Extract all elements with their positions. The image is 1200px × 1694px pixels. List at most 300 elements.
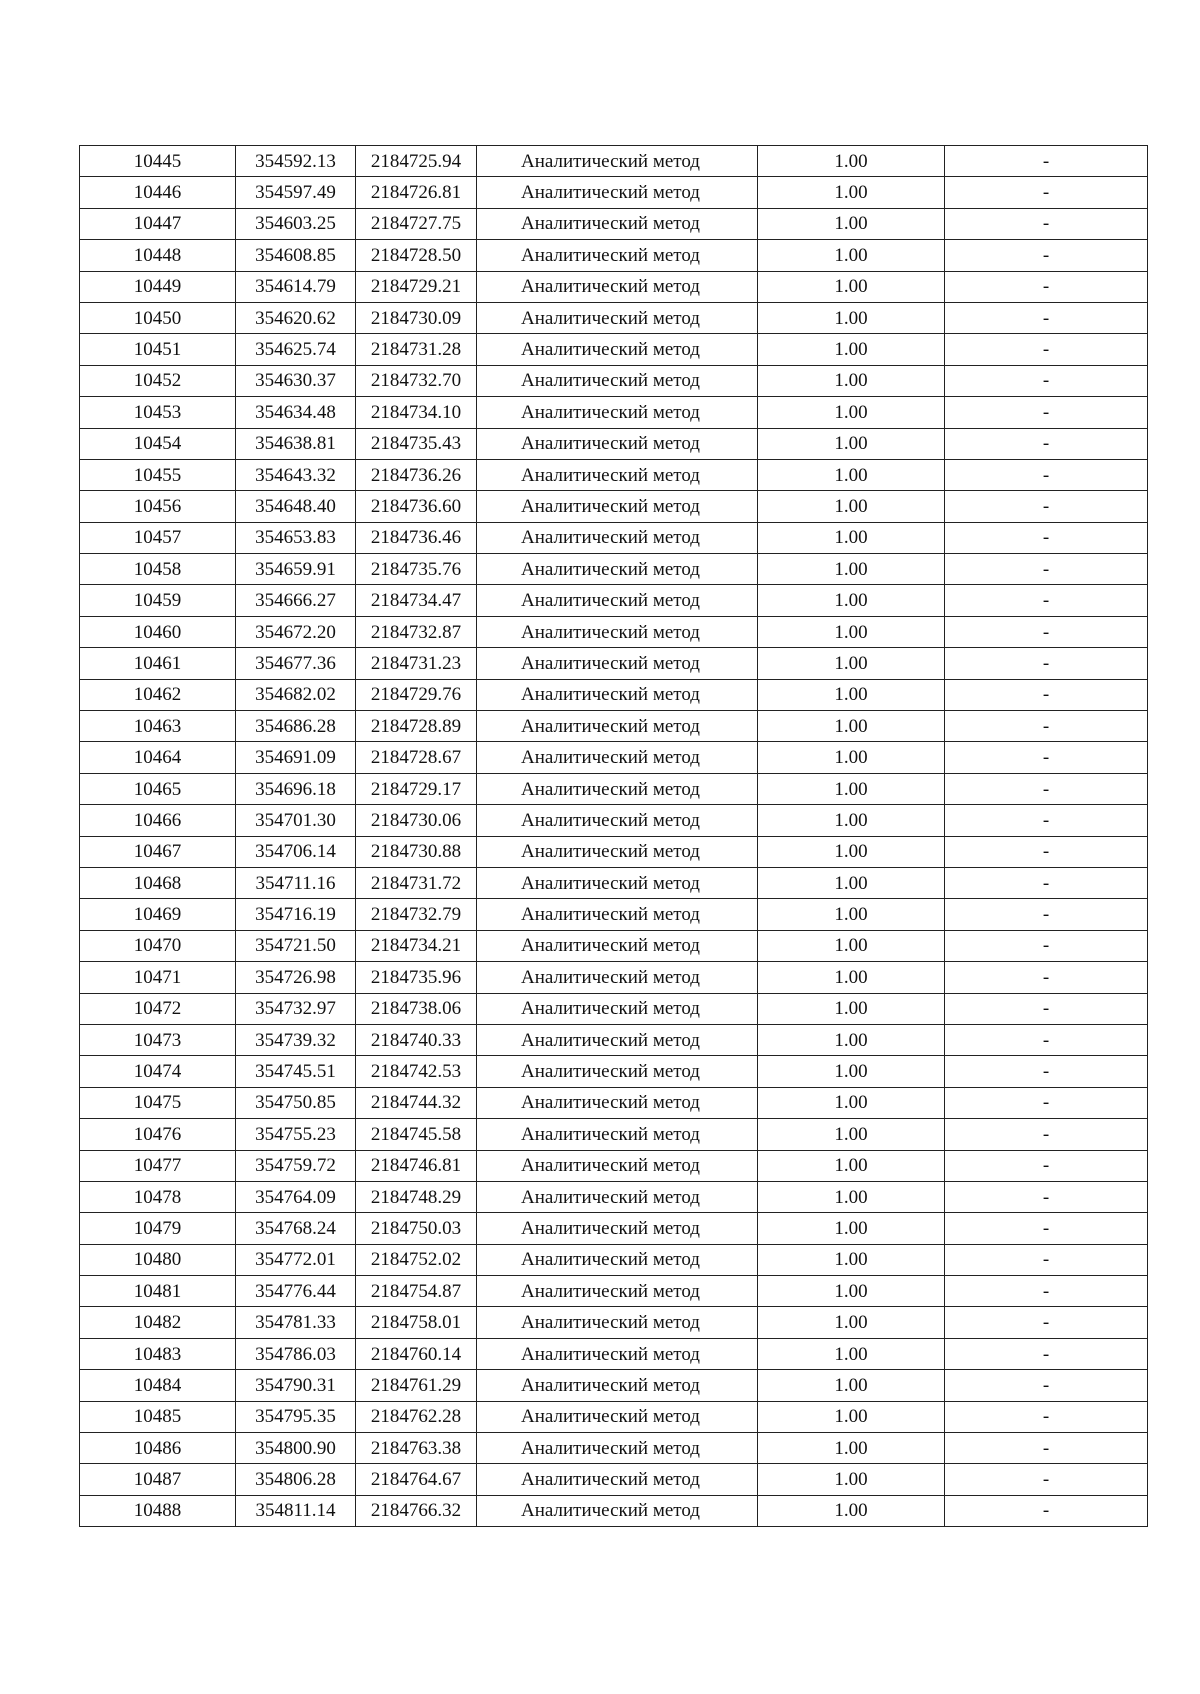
method-cell: Аналитический метод bbox=[477, 585, 758, 616]
x-coordinate-cell: 354726.98 bbox=[236, 962, 356, 993]
point-number-cell: 10466 bbox=[80, 805, 236, 836]
point-number-cell: 10453 bbox=[80, 397, 236, 428]
accuracy-cell: 1.00 bbox=[758, 365, 945, 396]
x-coordinate-cell: 354592.13 bbox=[236, 146, 356, 177]
y-coordinate-cell: 2184730.06 bbox=[356, 805, 477, 836]
table-row bbox=[80, 962, 1148, 993]
method-cell: Аналитический метод bbox=[477, 679, 758, 710]
x-coordinate-cell: 354786.03 bbox=[236, 1338, 356, 1369]
accuracy-cell: 1.00 bbox=[758, 1181, 945, 1212]
accuracy-cell: 1.00 bbox=[758, 302, 945, 333]
accuracy-cell: 1.00 bbox=[758, 1433, 945, 1464]
y-coordinate-cell: 2184746.81 bbox=[356, 1150, 477, 1181]
y-coordinate-cell: 2184742.53 bbox=[356, 1056, 477, 1087]
table-row bbox=[80, 271, 1148, 302]
method-cell: Аналитический метод bbox=[477, 1276, 758, 1307]
accuracy-cell: 1.00 bbox=[758, 711, 945, 742]
x-coordinate-cell: 354696.18 bbox=[236, 773, 356, 804]
table-row bbox=[80, 365, 1148, 396]
accuracy-cell: 1.00 bbox=[758, 177, 945, 208]
note-cell: - bbox=[945, 1056, 1148, 1087]
method-cell: Аналитический метод bbox=[477, 208, 758, 239]
accuracy-cell: 1.00 bbox=[758, 1495, 945, 1526]
y-coordinate-cell: 2184725.94 bbox=[356, 146, 477, 177]
table-row bbox=[80, 679, 1148, 710]
y-coordinate-cell: 2184745.58 bbox=[356, 1119, 477, 1150]
x-coordinate-cell: 354682.02 bbox=[236, 679, 356, 710]
table-row bbox=[80, 1338, 1148, 1369]
y-coordinate-cell: 2184730.09 bbox=[356, 302, 477, 333]
point-number-cell: 10488 bbox=[80, 1495, 236, 1526]
note-cell: - bbox=[945, 271, 1148, 302]
table-row bbox=[80, 1495, 1148, 1526]
table-row bbox=[80, 711, 1148, 742]
method-cell: Аналитический метод bbox=[477, 146, 758, 177]
method-cell: Аналитический метод bbox=[477, 773, 758, 804]
method-cell: Аналитический метод bbox=[477, 1213, 758, 1244]
method-cell: Аналитический метод bbox=[477, 1024, 758, 1055]
accuracy-cell: 1.00 bbox=[758, 962, 945, 993]
point-number-cell: 10487 bbox=[80, 1464, 236, 1495]
method-cell: Аналитический метод bbox=[477, 1056, 758, 1087]
note-cell: - bbox=[945, 616, 1148, 647]
x-coordinate-cell: 354755.23 bbox=[236, 1119, 356, 1150]
accuracy-cell: 1.00 bbox=[758, 554, 945, 585]
accuracy-cell: 1.00 bbox=[758, 1276, 945, 1307]
table-row bbox=[80, 1213, 1148, 1244]
y-coordinate-cell: 2184732.79 bbox=[356, 899, 477, 930]
y-coordinate-cell: 2184728.89 bbox=[356, 711, 477, 742]
table-row bbox=[80, 648, 1148, 679]
accuracy-cell: 1.00 bbox=[758, 271, 945, 302]
point-number-cell: 10481 bbox=[80, 1276, 236, 1307]
table-row bbox=[80, 585, 1148, 616]
method-cell: Аналитический метод bbox=[477, 1495, 758, 1526]
x-coordinate-cell: 354750.85 bbox=[236, 1087, 356, 1118]
point-number-cell: 10467 bbox=[80, 836, 236, 867]
table-row bbox=[80, 1087, 1148, 1118]
y-coordinate-cell: 2184736.26 bbox=[356, 459, 477, 490]
note-cell: - bbox=[945, 428, 1148, 459]
point-number-cell: 10471 bbox=[80, 962, 236, 993]
point-number-cell: 10460 bbox=[80, 616, 236, 647]
accuracy-cell: 1.00 bbox=[758, 459, 945, 490]
method-cell: Аналитический метод bbox=[477, 1401, 758, 1432]
table-row bbox=[80, 208, 1148, 239]
y-coordinate-cell: 2184738.06 bbox=[356, 993, 477, 1024]
note-cell: - bbox=[945, 1024, 1148, 1055]
x-coordinate-cell: 354653.83 bbox=[236, 522, 356, 553]
method-cell: Аналитический метод bbox=[477, 1307, 758, 1338]
table-row bbox=[80, 522, 1148, 553]
note-cell: - bbox=[945, 1433, 1148, 1464]
note-cell: - bbox=[945, 397, 1148, 428]
point-number-cell: 10449 bbox=[80, 271, 236, 302]
point-number-cell: 10464 bbox=[80, 742, 236, 773]
table-row bbox=[80, 240, 1148, 271]
coordinates-table-body bbox=[80, 146, 1148, 1527]
x-coordinate-cell: 354759.72 bbox=[236, 1150, 356, 1181]
note-cell: - bbox=[945, 648, 1148, 679]
point-number-cell: 10470 bbox=[80, 930, 236, 961]
method-cell: Аналитический метод bbox=[477, 459, 758, 490]
accuracy-cell: 1.00 bbox=[758, 679, 945, 710]
method-cell: Аналитический метод bbox=[477, 177, 758, 208]
note-cell: - bbox=[945, 1276, 1148, 1307]
accuracy-cell: 1.00 bbox=[758, 428, 945, 459]
point-number-cell: 10447 bbox=[80, 208, 236, 239]
table-row bbox=[80, 302, 1148, 333]
point-number-cell: 10463 bbox=[80, 711, 236, 742]
method-cell: Аналитический метод bbox=[477, 1119, 758, 1150]
y-coordinate-cell: 2184736.46 bbox=[356, 522, 477, 553]
accuracy-cell: 1.00 bbox=[758, 993, 945, 1024]
y-coordinate-cell: 2184729.21 bbox=[356, 271, 477, 302]
method-cell: Аналитический метод bbox=[477, 554, 758, 585]
point-number-cell: 10451 bbox=[80, 334, 236, 365]
x-coordinate-cell: 354701.30 bbox=[236, 805, 356, 836]
x-coordinate-cell: 354648.40 bbox=[236, 491, 356, 522]
note-cell: - bbox=[945, 585, 1148, 616]
point-number-cell: 10465 bbox=[80, 773, 236, 804]
y-coordinate-cell: 2184750.03 bbox=[356, 1213, 477, 1244]
accuracy-cell: 1.00 bbox=[758, 334, 945, 365]
point-number-cell: 10480 bbox=[80, 1244, 236, 1275]
x-coordinate-cell: 354672.20 bbox=[236, 616, 356, 647]
accuracy-cell: 1.00 bbox=[758, 1244, 945, 1275]
method-cell: Аналитический метод bbox=[477, 1181, 758, 1212]
accuracy-cell: 1.00 bbox=[758, 899, 945, 930]
note-cell: - bbox=[945, 459, 1148, 490]
method-cell: Аналитический метод bbox=[477, 711, 758, 742]
accuracy-cell: 1.00 bbox=[758, 1024, 945, 1055]
table-row bbox=[80, 1401, 1148, 1432]
note-cell: - bbox=[945, 742, 1148, 773]
method-cell: Аналитический метод bbox=[477, 899, 758, 930]
x-coordinate-cell: 354686.28 bbox=[236, 711, 356, 742]
y-coordinate-cell: 2184763.38 bbox=[356, 1433, 477, 1464]
x-coordinate-cell: 354800.90 bbox=[236, 1433, 356, 1464]
y-coordinate-cell: 2184754.87 bbox=[356, 1276, 477, 1307]
accuracy-cell: 1.00 bbox=[758, 836, 945, 867]
point-number-cell: 10472 bbox=[80, 993, 236, 1024]
y-coordinate-cell: 2184731.23 bbox=[356, 648, 477, 679]
y-coordinate-cell: 2184732.87 bbox=[356, 616, 477, 647]
method-cell: Аналитический метод bbox=[477, 365, 758, 396]
x-coordinate-cell: 354772.01 bbox=[236, 1244, 356, 1275]
y-coordinate-cell: 2184728.50 bbox=[356, 240, 477, 271]
accuracy-cell: 1.00 bbox=[758, 1150, 945, 1181]
table-row bbox=[80, 742, 1148, 773]
y-coordinate-cell: 2184731.72 bbox=[356, 867, 477, 898]
note-cell: - bbox=[945, 1087, 1148, 1118]
method-cell: Аналитический метод bbox=[477, 302, 758, 333]
table-row bbox=[80, 1024, 1148, 1055]
y-coordinate-cell: 2184736.60 bbox=[356, 491, 477, 522]
note-cell: - bbox=[945, 1401, 1148, 1432]
x-coordinate-cell: 354620.62 bbox=[236, 302, 356, 333]
y-coordinate-cell: 2184734.10 bbox=[356, 397, 477, 428]
point-number-cell: 10473 bbox=[80, 1024, 236, 1055]
y-coordinate-cell: 2184727.75 bbox=[356, 208, 477, 239]
point-number-cell: 10474 bbox=[80, 1056, 236, 1087]
note-cell: - bbox=[945, 993, 1148, 1024]
point-number-cell: 10478 bbox=[80, 1181, 236, 1212]
y-coordinate-cell: 2184735.43 bbox=[356, 428, 477, 459]
x-coordinate-cell: 354732.97 bbox=[236, 993, 356, 1024]
method-cell: Аналитический метод bbox=[477, 1370, 758, 1401]
note-cell: - bbox=[945, 1338, 1148, 1369]
accuracy-cell: 1.00 bbox=[758, 397, 945, 428]
x-coordinate-cell: 354711.16 bbox=[236, 867, 356, 898]
table-row bbox=[80, 491, 1148, 522]
accuracy-cell: 1.00 bbox=[758, 208, 945, 239]
coordinates-table bbox=[79, 145, 1148, 1527]
y-coordinate-cell: 2184740.33 bbox=[356, 1024, 477, 1055]
y-coordinate-cell: 2184744.32 bbox=[356, 1087, 477, 1118]
note-cell: - bbox=[945, 773, 1148, 804]
method-cell: Аналитический метод bbox=[477, 648, 758, 679]
table-row bbox=[80, 616, 1148, 647]
x-coordinate-cell: 354745.51 bbox=[236, 1056, 356, 1087]
table-row bbox=[80, 1119, 1148, 1150]
accuracy-cell: 1.00 bbox=[758, 616, 945, 647]
point-number-cell: 10484 bbox=[80, 1370, 236, 1401]
accuracy-cell: 1.00 bbox=[758, 1338, 945, 1369]
point-number-cell: 10457 bbox=[80, 522, 236, 553]
x-coordinate-cell: 354638.81 bbox=[236, 428, 356, 459]
note-cell: - bbox=[945, 930, 1148, 961]
method-cell: Аналитический метод bbox=[477, 962, 758, 993]
x-coordinate-cell: 354603.25 bbox=[236, 208, 356, 239]
table-row bbox=[80, 1433, 1148, 1464]
table-row bbox=[80, 899, 1148, 930]
point-number-cell: 10469 bbox=[80, 899, 236, 930]
note-cell: - bbox=[945, 1307, 1148, 1338]
x-coordinate-cell: 354597.49 bbox=[236, 177, 356, 208]
method-cell: Аналитический метод bbox=[477, 1338, 758, 1369]
note-cell: - bbox=[945, 177, 1148, 208]
note-cell: - bbox=[945, 365, 1148, 396]
y-coordinate-cell: 2184732.70 bbox=[356, 365, 477, 396]
point-number-cell: 10477 bbox=[80, 1150, 236, 1181]
table-row bbox=[80, 1370, 1148, 1401]
point-number-cell: 10468 bbox=[80, 867, 236, 898]
method-cell: Аналитический метод bbox=[477, 836, 758, 867]
note-cell: - bbox=[945, 1370, 1148, 1401]
accuracy-cell: 1.00 bbox=[758, 773, 945, 804]
table-row bbox=[80, 1056, 1148, 1087]
table-row bbox=[80, 146, 1148, 177]
x-coordinate-cell: 354806.28 bbox=[236, 1464, 356, 1495]
y-coordinate-cell: 2184762.28 bbox=[356, 1401, 477, 1432]
method-cell: Аналитический метод bbox=[477, 1464, 758, 1495]
y-coordinate-cell: 2184758.01 bbox=[356, 1307, 477, 1338]
x-coordinate-cell: 354790.31 bbox=[236, 1370, 356, 1401]
x-coordinate-cell: 354716.19 bbox=[236, 899, 356, 930]
x-coordinate-cell: 354630.37 bbox=[236, 365, 356, 396]
accuracy-cell: 1.00 bbox=[758, 1307, 945, 1338]
point-number-cell: 10476 bbox=[80, 1119, 236, 1150]
point-number-cell: 10462 bbox=[80, 679, 236, 710]
y-coordinate-cell: 2184729.17 bbox=[356, 773, 477, 804]
point-number-cell: 10483 bbox=[80, 1338, 236, 1369]
table-row bbox=[80, 867, 1148, 898]
accuracy-cell: 1.00 bbox=[758, 1119, 945, 1150]
x-coordinate-cell: 354739.32 bbox=[236, 1024, 356, 1055]
point-number-cell: 10459 bbox=[80, 585, 236, 616]
table-row bbox=[80, 1464, 1148, 1495]
table-row bbox=[80, 428, 1148, 459]
table-row bbox=[80, 554, 1148, 585]
note-cell: - bbox=[945, 1119, 1148, 1150]
point-number-cell: 10448 bbox=[80, 240, 236, 271]
method-cell: Аналитический метод bbox=[477, 1150, 758, 1181]
method-cell: Аналитический метод bbox=[477, 334, 758, 365]
accuracy-cell: 1.00 bbox=[758, 742, 945, 773]
note-cell: - bbox=[945, 554, 1148, 585]
table-row bbox=[80, 1150, 1148, 1181]
y-coordinate-cell: 2184735.76 bbox=[356, 554, 477, 585]
point-number-cell: 10479 bbox=[80, 1213, 236, 1244]
x-coordinate-cell: 354691.09 bbox=[236, 742, 356, 773]
x-coordinate-cell: 354768.24 bbox=[236, 1213, 356, 1244]
y-coordinate-cell: 2184735.96 bbox=[356, 962, 477, 993]
accuracy-cell: 1.00 bbox=[758, 1056, 945, 1087]
y-coordinate-cell: 2184760.14 bbox=[356, 1338, 477, 1369]
accuracy-cell: 1.00 bbox=[758, 1370, 945, 1401]
point-number-cell: 10485 bbox=[80, 1401, 236, 1432]
point-number-cell: 10475 bbox=[80, 1087, 236, 1118]
note-cell: - bbox=[945, 836, 1148, 867]
note-cell: - bbox=[945, 899, 1148, 930]
accuracy-cell: 1.00 bbox=[758, 1464, 945, 1495]
y-coordinate-cell: 2184728.67 bbox=[356, 742, 477, 773]
x-coordinate-cell: 354634.48 bbox=[236, 397, 356, 428]
note-cell: - bbox=[945, 962, 1148, 993]
note-cell: - bbox=[945, 240, 1148, 271]
x-coordinate-cell: 354795.35 bbox=[236, 1401, 356, 1432]
point-number-cell: 10455 bbox=[80, 459, 236, 490]
point-number-cell: 10482 bbox=[80, 1307, 236, 1338]
note-cell: - bbox=[945, 679, 1148, 710]
accuracy-cell: 1.00 bbox=[758, 930, 945, 961]
note-cell: - bbox=[945, 1150, 1148, 1181]
note-cell: - bbox=[945, 491, 1148, 522]
method-cell: Аналитический метод bbox=[477, 428, 758, 459]
x-coordinate-cell: 354764.09 bbox=[236, 1181, 356, 1212]
x-coordinate-cell: 354781.33 bbox=[236, 1307, 356, 1338]
method-cell: Аналитический метод bbox=[477, 1087, 758, 1118]
x-coordinate-cell: 354643.32 bbox=[236, 459, 356, 490]
y-coordinate-cell: 2184748.29 bbox=[356, 1181, 477, 1212]
y-coordinate-cell: 2184734.47 bbox=[356, 585, 477, 616]
point-number-cell: 10486 bbox=[80, 1433, 236, 1464]
method-cell: Аналитический метод bbox=[477, 742, 758, 773]
y-coordinate-cell: 2184766.32 bbox=[356, 1495, 477, 1526]
y-coordinate-cell: 2184761.29 bbox=[356, 1370, 477, 1401]
table-row bbox=[80, 1276, 1148, 1307]
point-number-cell: 10445 bbox=[80, 146, 236, 177]
y-coordinate-cell: 2184734.21 bbox=[356, 930, 477, 961]
table-row bbox=[80, 836, 1148, 867]
table-row bbox=[80, 773, 1148, 804]
note-cell: - bbox=[945, 1181, 1148, 1212]
y-coordinate-cell: 2184726.81 bbox=[356, 177, 477, 208]
accuracy-cell: 1.00 bbox=[758, 1213, 945, 1244]
x-coordinate-cell: 354614.79 bbox=[236, 271, 356, 302]
y-coordinate-cell: 2184729.76 bbox=[356, 679, 477, 710]
table-row bbox=[80, 334, 1148, 365]
note-cell: - bbox=[945, 805, 1148, 836]
y-coordinate-cell: 2184730.88 bbox=[356, 836, 477, 867]
x-coordinate-cell: 354721.50 bbox=[236, 930, 356, 961]
x-coordinate-cell: 354625.74 bbox=[236, 334, 356, 365]
table-row bbox=[80, 805, 1148, 836]
method-cell: Аналитический метод bbox=[477, 1244, 758, 1275]
note-cell: - bbox=[945, 522, 1148, 553]
accuracy-cell: 1.00 bbox=[758, 648, 945, 679]
point-number-cell: 10450 bbox=[80, 302, 236, 333]
y-coordinate-cell: 2184731.28 bbox=[356, 334, 477, 365]
x-coordinate-cell: 354666.27 bbox=[236, 585, 356, 616]
point-number-cell: 10452 bbox=[80, 365, 236, 396]
x-coordinate-cell: 354776.44 bbox=[236, 1276, 356, 1307]
note-cell: - bbox=[945, 1244, 1148, 1275]
note-cell: - bbox=[945, 146, 1148, 177]
accuracy-cell: 1.00 bbox=[758, 240, 945, 271]
y-coordinate-cell: 2184752.02 bbox=[356, 1244, 477, 1275]
method-cell: Аналитический метод bbox=[477, 271, 758, 302]
point-number-cell: 10446 bbox=[80, 177, 236, 208]
point-number-cell: 10456 bbox=[80, 491, 236, 522]
method-cell: Аналитический метод bbox=[477, 867, 758, 898]
table-row bbox=[80, 1244, 1148, 1275]
note-cell: - bbox=[945, 1464, 1148, 1495]
accuracy-cell: 1.00 bbox=[758, 585, 945, 616]
accuracy-cell: 1.00 bbox=[758, 867, 945, 898]
method-cell: Аналитический метод bbox=[477, 491, 758, 522]
method-cell: Аналитический метод bbox=[477, 930, 758, 961]
point-number-cell: 10461 bbox=[80, 648, 236, 679]
y-coordinate-cell: 2184764.67 bbox=[356, 1464, 477, 1495]
note-cell: - bbox=[945, 208, 1148, 239]
x-coordinate-cell: 354677.36 bbox=[236, 648, 356, 679]
note-cell: - bbox=[945, 1213, 1148, 1244]
table-row bbox=[80, 177, 1148, 208]
table-row bbox=[80, 459, 1148, 490]
accuracy-cell: 1.00 bbox=[758, 522, 945, 553]
method-cell: Аналитический метод bbox=[477, 993, 758, 1024]
table-row bbox=[80, 397, 1148, 428]
table-row bbox=[80, 1181, 1148, 1212]
method-cell: Аналитический метод bbox=[477, 616, 758, 647]
point-number-cell: 10458 bbox=[80, 554, 236, 585]
table-row bbox=[80, 993, 1148, 1024]
note-cell: - bbox=[945, 302, 1148, 333]
accuracy-cell: 1.00 bbox=[758, 1087, 945, 1118]
x-coordinate-cell: 354659.91 bbox=[236, 554, 356, 585]
note-cell: - bbox=[945, 867, 1148, 898]
accuracy-cell: 1.00 bbox=[758, 1401, 945, 1432]
note-cell: - bbox=[945, 711, 1148, 742]
note-cell: - bbox=[945, 334, 1148, 365]
method-cell: Аналитический метод bbox=[477, 522, 758, 553]
accuracy-cell: 1.00 bbox=[758, 805, 945, 836]
x-coordinate-cell: 354706.14 bbox=[236, 836, 356, 867]
accuracy-cell: 1.00 bbox=[758, 146, 945, 177]
accuracy-cell: 1.00 bbox=[758, 491, 945, 522]
